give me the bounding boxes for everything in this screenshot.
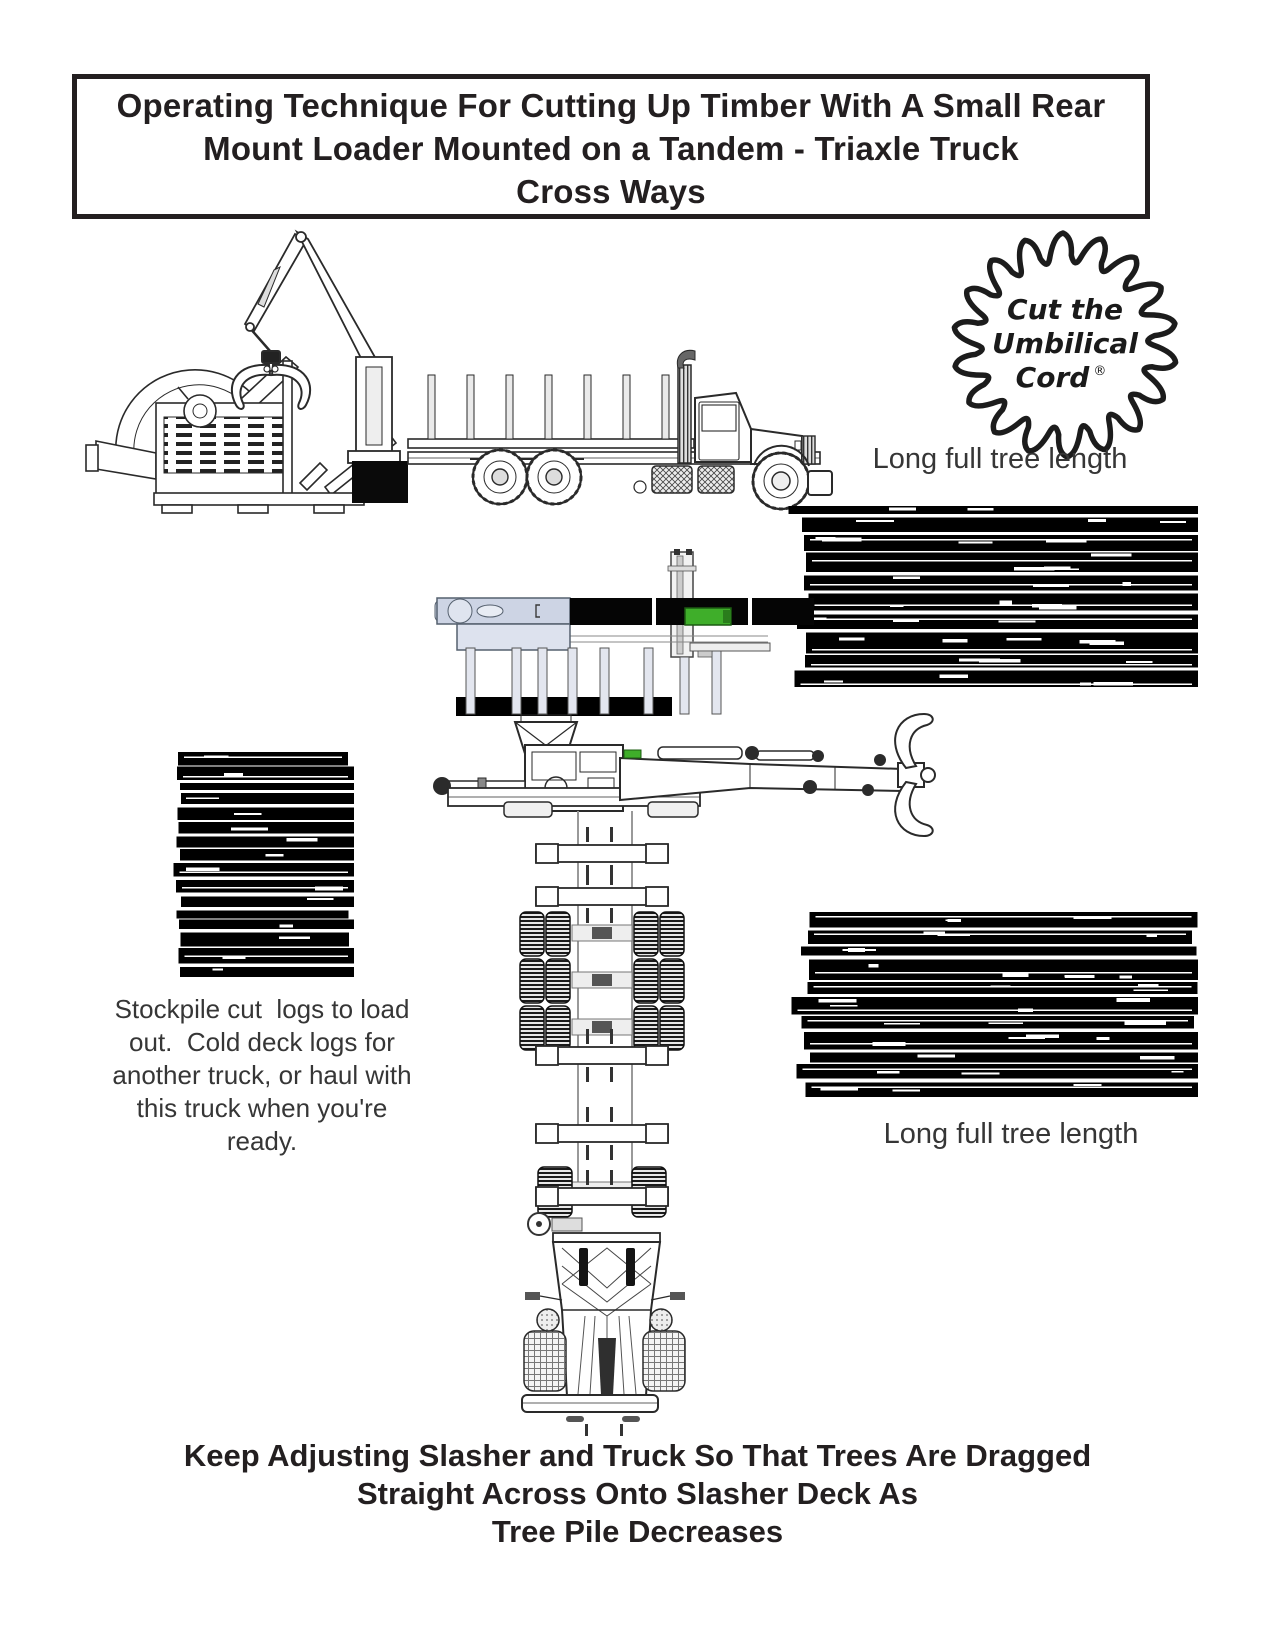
trailer-top-view <box>520 811 684 1235</box>
deck-logs <box>570 598 652 625</box>
log-pile-stockpile <box>168 748 360 978</box>
footer-line-3: Tree Pile Decreases <box>491 1514 784 1549</box>
logo-line-2: Umbilical <box>992 327 1138 360</box>
air-cleaner-left <box>579 1248 588 1286</box>
log-truck-side <box>408 350 832 509</box>
logo-line-1: Cut the <box>1007 293 1123 326</box>
stockpile-caption-line-5: ready. <box>226 1126 298 1156</box>
slasher-deck <box>435 598 814 650</box>
mirror-left <box>525 1292 540 1300</box>
grille <box>598 1338 616 1395</box>
title-line-2: Mount Loader Mounted on a Tandem - Triaxle Truck <box>203 130 1019 167</box>
drive-wheels <box>634 466 734 493</box>
saw-blade-logo <box>945 223 1185 467</box>
title-line-1: Operating Technique For Cutting Up Timber With A Small Rear <box>116 87 1106 124</box>
stockpile-caption-line-2: out. Cold deck logs for <box>129 1027 395 1057</box>
stockpile-caption-line-1: Stockpile cut logs to load <box>114 994 410 1024</box>
footer-line-2: Straight Across Onto Slasher Deck As <box>356 1476 919 1511</box>
registered-mark: ® <box>1093 364 1107 379</box>
label-long-full-tree-length-top: Long full tree length <box>872 443 1128 475</box>
bunk-stakes <box>428 375 669 439</box>
headlight-left <box>537 1309 559 1331</box>
label-long-full-tree-length-bottom: Long full tree length <box>883 1118 1139 1150</box>
log-pile-bottom-right <box>752 905 1202 1105</box>
grapple-top-view <box>895 714 935 836</box>
stockpile-caption-line-4: this truck when you're <box>136 1093 388 1123</box>
headlight-right <box>650 1309 672 1331</box>
cab-top-view <box>522 1233 685 1436</box>
front-fender-left <box>524 1331 566 1391</box>
front-fender-right <box>643 1331 685 1391</box>
footer-instructions <box>25 1437 1250 1551</box>
title-line-3: Cross Ways <box>516 173 706 210</box>
stockpile-caption <box>92 993 432 1158</box>
mirror-right <box>670 1292 685 1300</box>
logo-line-3: Cord ® <box>1015 361 1107 394</box>
toolbox <box>352 461 408 503</box>
stockpile-caption-line-3: another truck, or haul with <box>112 1060 412 1090</box>
title-box <box>72 74 1150 219</box>
bumper <box>522 1395 658 1412</box>
loader-top-view <box>433 714 935 836</box>
air-cleaner-right <box>626 1248 635 1286</box>
footer-line-1: Keep Adjusting Slasher and Truck So That Trees Are Dragged <box>183 1438 1092 1473</box>
truck-side-view-illustration <box>78 215 838 515</box>
trailer-wheels <box>470 450 584 504</box>
